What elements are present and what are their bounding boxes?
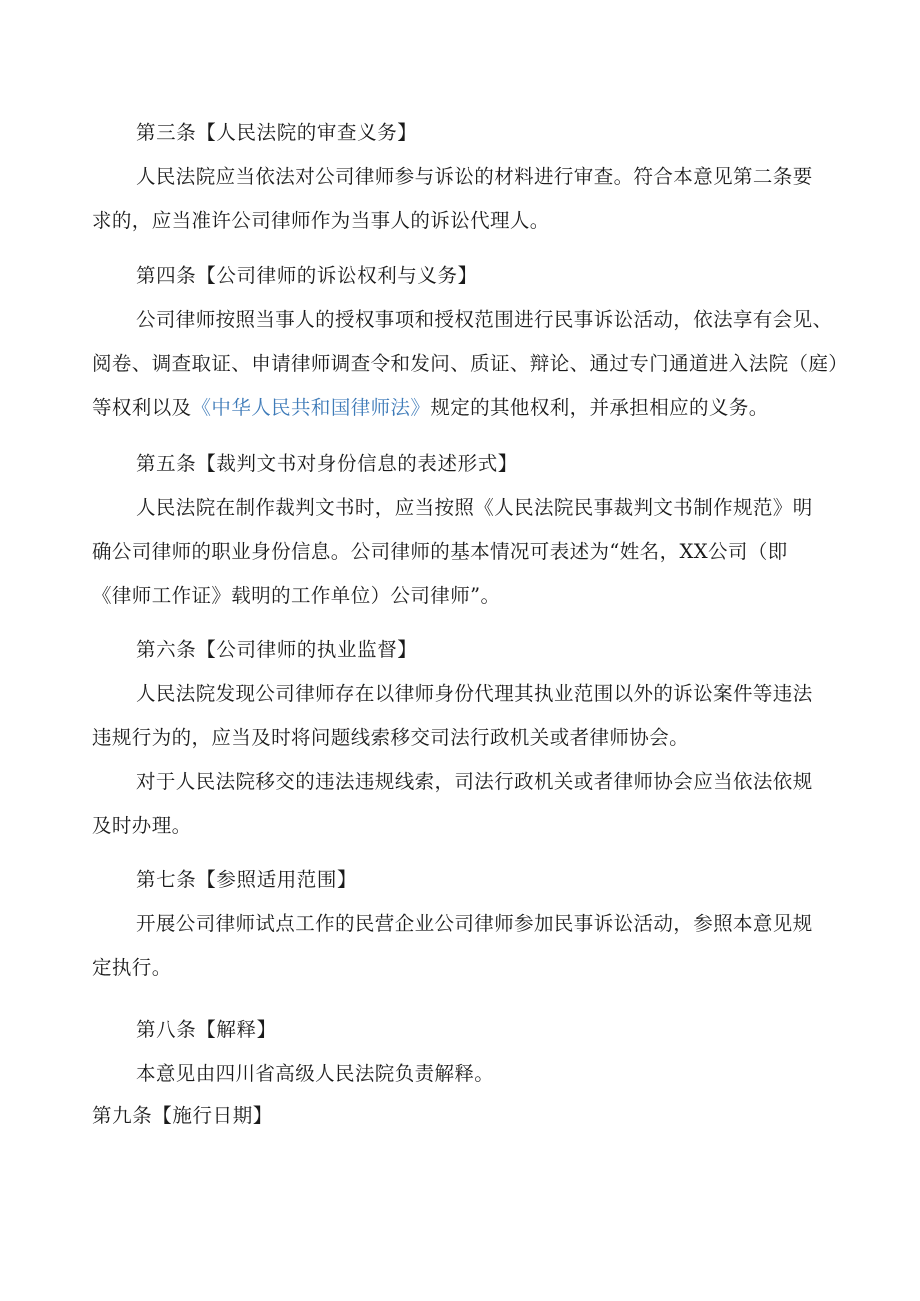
article-6-para-2-line-2: 及时办理。 [92, 814, 192, 837]
article-9-heading: 第九条【施行日期】 [92, 1104, 273, 1127]
article-3-para-1-line-1: 人民法院应当依法对公司律师参与诉讼的材料进行审查。符合本意见第二条要 [136, 165, 813, 188]
article-5-para-1-line-1: 人民法院在制作裁判文书时，应当按照《人民法院民事裁判文书制作规范》明 [136, 496, 813, 519]
article-4-para-1-line-3 [92, 393, 832, 423]
article-3-heading: 第三条【人民法院的审查义务】 [136, 121, 418, 144]
article-3-para-1-line-2: 求的，应当准许公司律师作为当事人的诉讼代理人。 [92, 209, 550, 232]
article-5-para-1-line-2: 确公司律师的职业身份信息。公司律师的基本情况可表述为“姓名，XX公司（即 [92, 540, 788, 563]
article-4-text-before-link: 等权利以及 [92, 396, 192, 419]
article-8-heading: 第八条【解释】 [136, 1018, 277, 1041]
lawyers-law-link[interactable]: 《中华人民共和国律师法》 [191, 396, 431, 419]
article-7-heading: 第七条【参照适用范围】 [136, 868, 358, 891]
article-6-para-1-line-1: 人民法院发现公司律师存在以律师身份代理其执业范围以外的诉讼案件等违法 [136, 682, 813, 705]
article-4-heading: 第四条【公司律师的诉讼权利与义务】 [136, 264, 478, 287]
article-4-text-after-link: 规定的其他权利，并承担相应的义务。 [430, 396, 769, 419]
article-6-para-1-line-2: 违规行为的，应当及时将问题线索移交司法行政机关或者律师协会。 [92, 726, 690, 749]
article-5-para-1-line-3: 《律师工作证》载明的工作单位）公司律师”。 [92, 584, 501, 607]
article-6-para-2-line-1: 对于人民法院移交的违法违规线索，司法行政机关或者律师协会应当依法依规 [136, 770, 813, 793]
article-8-para-1-line-1: 本意见由四川省高级人民法院负责解释。 [136, 1062, 495, 1085]
article-5-heading: 第五条【裁判文书对身份信息的表述形式】 [136, 452, 518, 475]
article-7-para-1-line-1: 开展公司律师试点工作的民营企业公司律师参加民事诉讼活动，参照本意见规 [136, 912, 813, 935]
article-4-para-1-line-1: 公司律师按照当事人的授权事项和授权范围进行民事诉讼活动，依法享有会见、 [136, 308, 833, 331]
article-4-para-1-line-2: 阅卷、调查取证、申请律师调查令和发问、质证、辩论、通过专门通道进入法院（庭） [92, 352, 849, 375]
article-6-heading: 第六条【公司律师的执业监督】 [136, 638, 418, 661]
article-7-para-1-line-2: 定执行。 [92, 956, 172, 979]
